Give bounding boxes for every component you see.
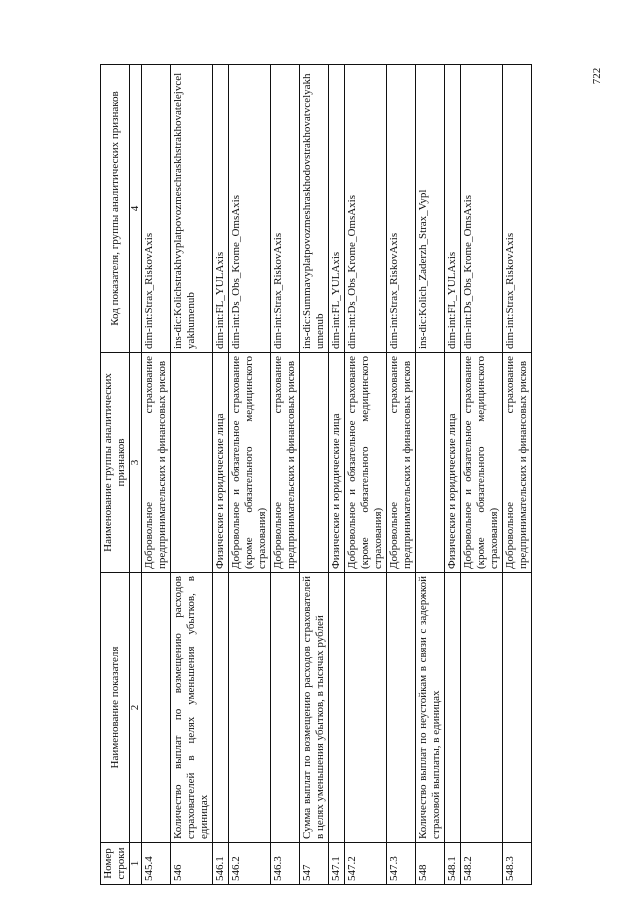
row-number: 546.3 [271, 843, 300, 885]
indicator-code: ins-dic:Kolich_Zaderzh_Strax_Vypl [416, 65, 445, 353]
indicator-name [387, 573, 416, 843]
header-indicator-name: Наименование показателя [101, 573, 130, 843]
row-number: 547.2 [345, 843, 387, 885]
table-row [345, 65, 387, 885]
group-name: Добровольное и обязательное страхование (кроме обязательного медицинского страхования) [229, 353, 271, 573]
column-number: 4 [130, 65, 142, 353]
table-row [300, 65, 329, 885]
indicator-code: dim-int:Strax_RiskovAxis [142, 65, 171, 353]
indicator-code: dim-int:Ds_Obs_Krome_OmsAxis [229, 65, 271, 353]
table-row [387, 65, 416, 885]
group-name: Добровольное и обязательное страхование (кроме обязательного медицинского страхования) [461, 353, 503, 573]
row-number: 546.1 [213, 843, 229, 885]
column-number-row [130, 65, 142, 885]
row-number: 546 [171, 843, 213, 885]
group-name [300, 353, 329, 573]
indicator-code: dim-int:Ds_Obs_Krome_OmsAxis [461, 65, 503, 353]
indicator-code: dim-int:Strax_RiskovAxis [503, 65, 532, 353]
column-number: 2 [130, 573, 142, 843]
header-group-name: Наименование группы аналитических признаков [101, 353, 130, 573]
indicator-code: dim-int:Strax_RiskovAxis [387, 65, 416, 353]
indicator-name [461, 573, 503, 843]
indicator-code: dim-int:Ds_Obs_Krome_OmsAxis [345, 65, 387, 353]
indicator-name [142, 573, 171, 843]
table-row [271, 65, 300, 885]
group-name: Добровольное и обязательное страхование (кроме обязательного медицинского страхования) [345, 353, 387, 573]
row-number: 547 [300, 843, 329, 885]
indicator-name [329, 573, 345, 843]
row-number: 547.3 [387, 843, 416, 885]
row-number: 548.2 [461, 843, 503, 885]
header-row-number: Номер строки [101, 843, 130, 885]
group-name: Добровольное страхование предпринимательских и финансовых рисков [503, 353, 532, 573]
row-number: 548.3 [503, 843, 532, 885]
table-row [416, 65, 445, 885]
table-row [171, 65, 213, 885]
group-name [416, 353, 445, 573]
table-row [213, 65, 229, 885]
table-row [503, 65, 532, 885]
row-number: 545.4 [142, 843, 171, 885]
indicator-name [271, 573, 300, 843]
group-name: Добровольное страхование предпринимательских и финансовых рисков [271, 353, 300, 573]
row-number: 548 [416, 843, 445, 885]
indicator-name: Количество выплат по возмещению расходов страхователей в целях уменьшения убытков, в единицах [171, 573, 213, 843]
indicator-code: dim-int:FL_YULAxis [445, 65, 461, 353]
row-number: 547.1 [329, 843, 345, 885]
group-name: Физические и юридические лица [445, 353, 461, 573]
indicator-name [503, 573, 532, 843]
indicator-name [213, 573, 229, 843]
indicator-name: Сумма выплат по возмещению расходов страхователей в целях уменьшения убытков, в тысячах рублей [300, 573, 329, 843]
indicator-name [445, 573, 461, 843]
indicator-code: dim-int:FL_YULAxis [213, 65, 229, 353]
table-row [329, 65, 345, 885]
table-row [142, 65, 171, 885]
group-name [171, 353, 213, 573]
indicator-code: ins-dic:Summavyplatpovozmeshraskhodovstrakhovatvcelyakhumenub [300, 65, 329, 353]
column-number: 3 [130, 353, 142, 573]
indicator-table [100, 64, 532, 885]
table-row [445, 65, 461, 885]
table-row [229, 65, 271, 885]
rotated-table-container [100, 65, 575, 885]
table-row [461, 65, 503, 885]
indicator-name [229, 573, 271, 843]
group-name: Физические и юридические лица [213, 353, 229, 573]
row-number: 546.2 [229, 843, 271, 885]
indicator-code: dim-int:FL_YULAxis [329, 65, 345, 353]
indicator-name [345, 573, 387, 843]
group-name: Добровольное страхование предпринимательских и финансовых рисков [387, 353, 416, 573]
indicator-code: dim-int:Strax_RiskovAxis [271, 65, 300, 353]
header-code: Код показателя, группы аналитических признаков [101, 65, 130, 353]
group-name: Добровольное страхование предпринимательских и финансовых рисков [142, 353, 171, 573]
column-number: 1 [130, 843, 142, 885]
indicator-code: ins-dic:Kolichstrakhvyplatpovozmeschraskhstrakhovatelejvcelyakhumenub [171, 65, 213, 353]
header-row [101, 65, 130, 885]
row-number: 548.1 [445, 843, 461, 885]
page-number: 722 [591, 67, 603, 85]
indicator-name: Количество выплат по неустойкам в связи с задержкой страховой выплаты, в единицах [416, 573, 445, 843]
group-name: Физические и юридические лица [329, 353, 345, 573]
